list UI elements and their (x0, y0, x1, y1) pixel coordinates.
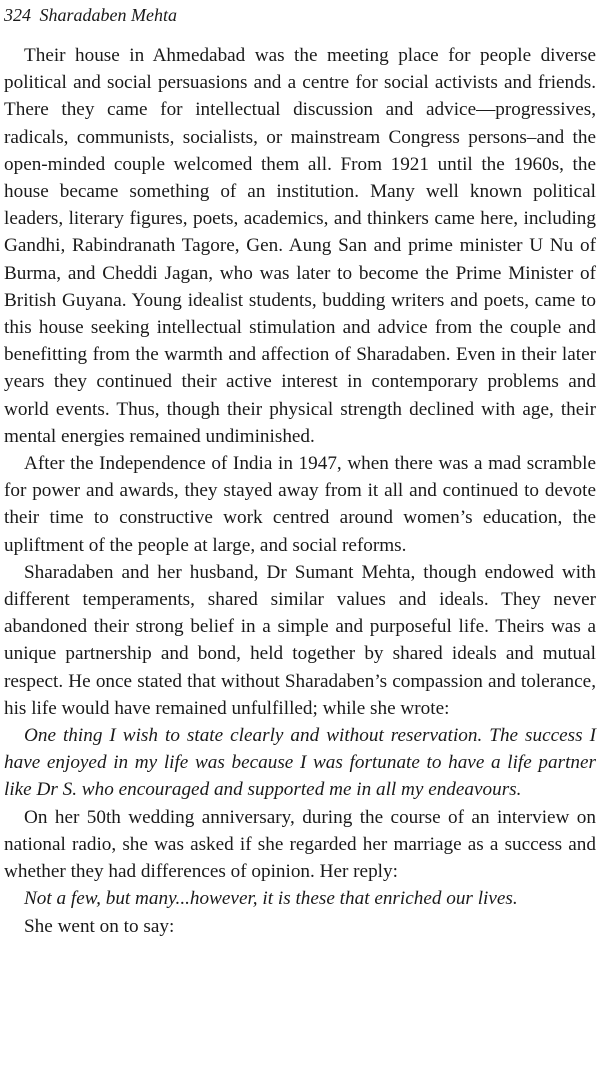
paragraph-independence: After the Independence of India in 1947, when there was a mad scramble for power and awards, they stayed away from it all and continued to devote their time to constructive work centred around women’s education, the upliftment of the people at large, and social reforms. (4, 453, 596, 556)
quote-differences: Not a few, but many...however, it is these that enriched our lives. (24, 888, 518, 910)
paragraph-house-ahmedabad: Their house in Ahmedabad was the meeting place for people diverse political and social persuasions and a centre for social activists and friends. There they came for intellectual discussion and advice—progressives, radicals, communists, socialists, or mainstream Congress persons–and the open-minded couple welcomed them all. From 1921 until the 1960s, the house became something of an institution. Many well known political leaders, literary figures, poets, academics, and thinkers came here, including Gandhi, Rabindranath Tagore, Gen. Aung San and prime minister U Nu of Burma, and Cheddi Jagan, who was later to become the Prime Minister of British Guyana. Young idealist students, budding writers and poets, came to this house seeking intellectual stimulation and advice from the couple and benefitting from the warmth and affection of Sharadaben. Even in their later years they continued their active interest in contemporary problems and world events. Thus, though their physical strength declined with age, their mental energies remained undiminished. (4, 45, 596, 447)
page-number: 324 (4, 5, 31, 25)
paragraph-went-on: She went on to say: (24, 915, 175, 937)
book-page (4, 0, 596, 940)
paragraph-partnership: Sharadaben and her husband, Dr Sumant Mehta, though endowed with different temperaments, shared similar values and ideals. They never abandoned their strong belief in a simple and purposeful life. Theirs was a unique partnership and bond, held together by shared ideals and mutual respect. He once stated that without Sharadaben’s compassion and tolerance, his life would have remained unfulfilled; while she wrote: (4, 561, 596, 719)
paragraph-anniversary: On her 50th wedding anniversary, during the course of an interview on national radio, she was asked if she regarded her marriage as a success and whether they had differences of opinion. Her reply: (4, 806, 596, 883)
quote-success: One thing I wish to state clearly and without reservation. The success I have enjoyed in my life was because I was fortunate to have a life partner like Dr S. who encouraged and supported me in all my endeavours. (4, 725, 596, 801)
body-text (4, 42, 596, 940)
running-head (4, 2, 596, 28)
running-title: Sharadaben Mehta (39, 5, 177, 25)
